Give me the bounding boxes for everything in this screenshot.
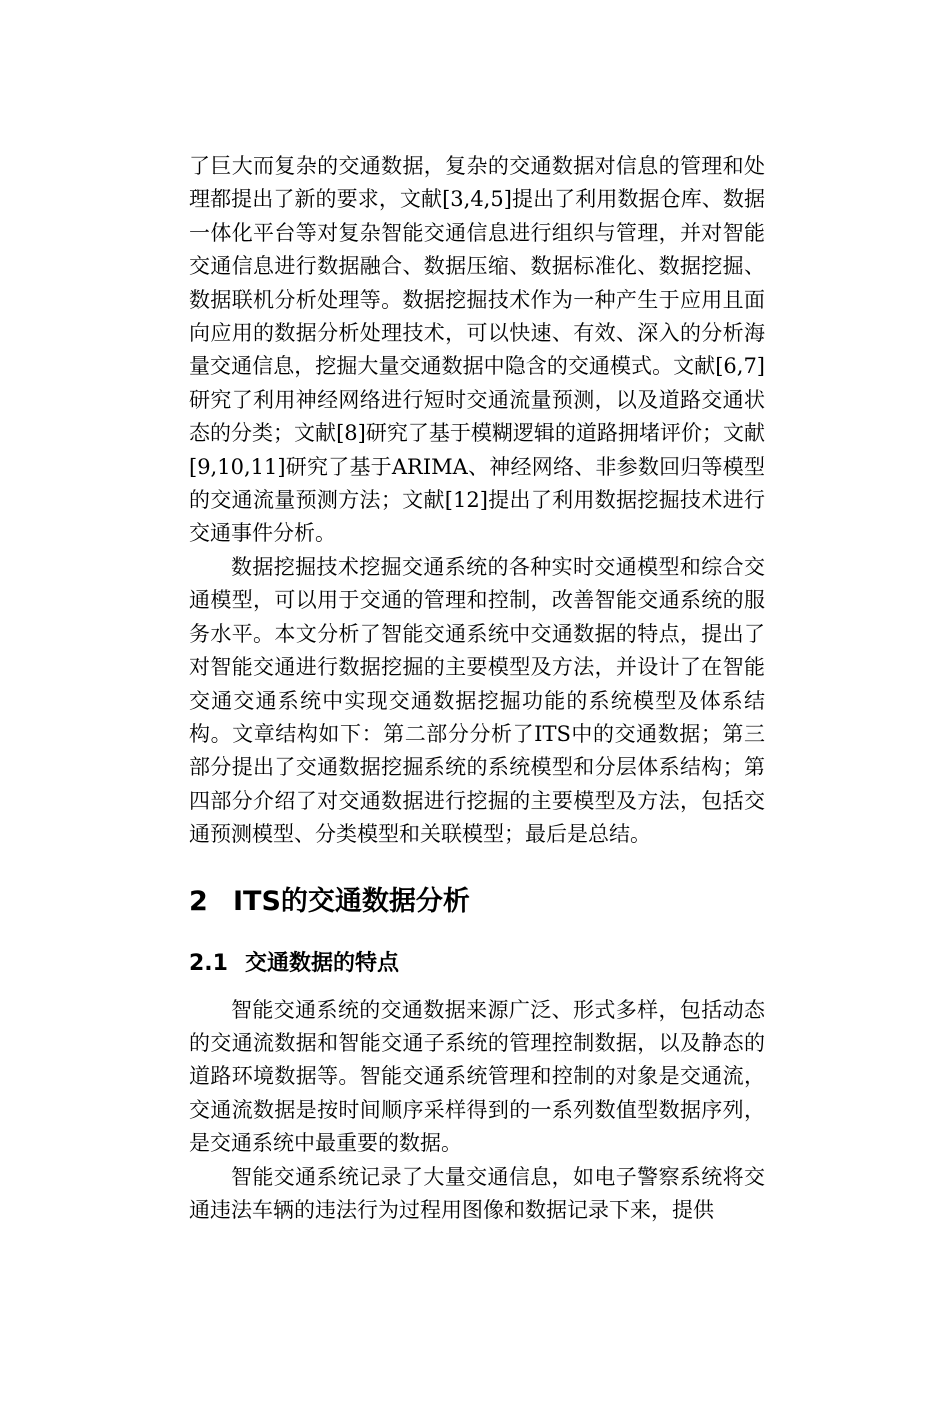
subsection-heading-2-1 [189, 948, 765, 980]
paragraph-3: 智能交通系统的交通数据来源广泛、形式多样，包括动态的交通流数据和智能交通子系统的管理控制数据，以及静态的道路环境数据等。智能交通系统管理和控制的对象是交通流，交通流数据是按时间顺序采样得到的一系列数值型数据序列，是交通系统中最重要的数据。 [189, 997, 765, 1156]
subsection-number: 2.1 [189, 950, 228, 976]
section-heading-2 [189, 882, 765, 922]
page-content [189, 150, 765, 1227]
paragraph-2: 数据挖掘技术挖掘交通系统的各种实时交通模型和综合交通模型，可以用于交通的管理和控制，改善智能交通系统的服务水平。本文分析了智能交通系统中交通数据的特点，提出了对智能交通进行数据挖掘的主要模型及方法，并设计了在智能交通交通系统中实现交通数据挖掘功能的系统模型及体系结构。文章结构如下：第二部分分析了ITS中的交通数据；第三部分提出了交通数据挖掘系统的系统模型和分层体系结构；第四部分介绍了对交通数据进行挖掘的主要模型及方法，包括交通预测模型、分类模型和关联模型；最后是总结。 [189, 554, 765, 847]
section-number: 2 [189, 885, 208, 917]
paragraph-4: 智能交通系统记录了大量交通信息，如电子警察系统将交通违法车辆的违法行为过程用图像和数据记录下来，提供 [189, 1164, 765, 1222]
paragraph-1: 了巨大而复杂的交通数据，复杂的交通数据对信息的管理和处理都提出了新的要求，文献[3,4,5]提出了利用数据仓库、数据一体化平台等对复杂智能交通信息进行组织与管理，并对智能交通信息进行数据融合、数据压缩、数据标准化、数据挖掘、数据联机分析处理等。数据挖掘技术作为一种产生于应用且面向应用的数据分析处理技术，可以快速、有效、深入的分析海量交通信息，挖掘大量交通数据中隐含的交通模式。文献[6,7]研究了利用神经网络进行短时交通流量预测，以及道路交通状态的分类；文献[8]研究了基于模糊逻辑的道路拥堵评价；文献[9,10,11]研究了基于ARIMA、神经网络、非参数回归等模型的交通流量预测方法；文献[12]提出了利用数据挖掘技术进行交通事件分析。 [189, 154, 765, 546]
section-title: ITS的交通数据分析 [233, 885, 470, 917]
subsection-title: 交通数据的特点 [245, 950, 400, 976]
